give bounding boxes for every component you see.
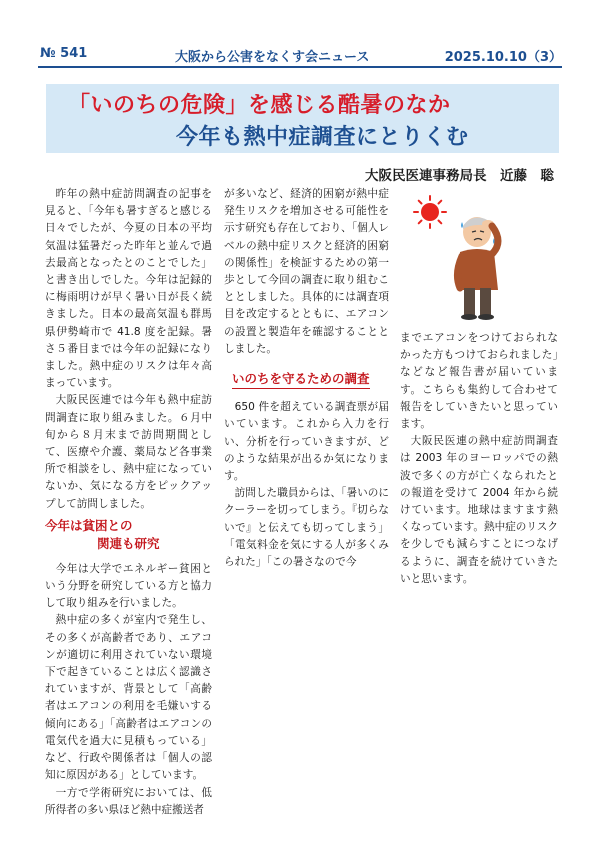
headline-box — [46, 84, 559, 153]
subheading-protect-life: いのちを守るための調査 — [232, 370, 370, 389]
author-byline: 大阪民医連事務局長 近藤 聡 — [365, 168, 554, 184]
issue-date: 2025.10.10（3） — [444, 50, 562, 65]
heatstroke-illustration — [412, 194, 532, 324]
article-column-2 — [224, 186, 389, 571]
heatstroke-elder-icon — [457, 217, 498, 320]
headline-line2: 今年も熱中症調査にとりくむ — [176, 125, 469, 150]
paragraph: 熱中症の多くが室内で発生し、その多くが高齢者であり、エアコンが適切に利用されていない環境下で起きていることは広く認識されていますが、背景として「高齢者はエアコンの利用を毛嫌いする傾向にある」「高齢者はエアコンの電気代を過大に見積もっている」など、行政や関係者は「個人の認知に原因がある」としています。 — [45, 614, 212, 782]
paragraph-continued: までエアコンをつけておられなかった方もつけておられました」などなど報告書が届いています。こちらも集約して合わせて報告をしていきたいと思っています。 — [400, 332, 558, 431]
sun-icon — [414, 196, 446, 228]
subheading-line2: 関連も研究 — [97, 535, 160, 551]
header-divider — [38, 66, 562, 68]
paragraph: 一方で学術研究においては、低所得者の多い県ほど熱中症搬送者 — [45, 786, 212, 816]
paragraph: 大阪民医連では今年も熱中症訪問調査に取り組みました。６月中旬から８月末まで訪問期間として、医療や介護、薬局など各事業所で相談をし、熱中症になっていないか、気になる方をピックアップして訪問しました。 — [45, 394, 212, 510]
subheading-poverty — [45, 517, 212, 553]
paragraph-continued: が多いなど、経済的困窮が熱中症発生リスクを増加させる可能性を示す研究も存在しており、「個人レベルの熱中症リスクと経済的困窮の関係性」を検証するための第一歩として今回の調査に取り組むこととしました。具体的には調査項目を改定するとともに、エアコンの設置と製造年を確認することとしました。 — [224, 188, 389, 355]
issue-number: № 541 — [40, 46, 88, 61]
article-column-3 — [400, 330, 558, 588]
newsletter-name: 大阪から公害をなくす会ニュース — [175, 50, 370, 65]
paragraph: 大阪民医連の熱中症訪問調査は 2003 年のヨーロッパでの熱波で多くの方が亡くなられたとの報道を受けて 2004 年から続けています。地球はますます熱くなっています。熱中症のリスクを少しでも減らすことにつなげるように、調査を続けていきたいと思います。 — [400, 435, 558, 585]
paragraph: 今年は大学でエネルギー貧困という分野を研究している方と協力して取り組みを行いました。 — [45, 562, 212, 610]
paragraph: 訪問した職員からは、「暑いのにクーラーを切ってしまう。『切らないで』と伝えても切ってしまう」「電気料金を気にする人が多くみられた」「この暑さなので今 — [224, 487, 389, 569]
paragraph: 昨年の熱中症訪問調査の記事を見ると、「今年も暑すぎると感じる日々でしたが、今夏の日本の平均気温は猛暑だった昨年と並んで過去最高となったとのことでした」と書き出しでした。今年は記録的に梅雨明けが早く暑い日が長く続きました。日本の最高気温も群馬県伊勢崎市で 41.8 度を記録。暑さ５番目までは今年の記録になりました。熱中症のリスクは年々高まっています。 — [45, 188, 212, 390]
headline-line1: 「いのちの危険」を感じる酷暑のなか — [68, 93, 451, 118]
article-column-1 — [45, 186, 212, 819]
subheading-line1: 今年は貧困との — [45, 517, 133, 533]
paragraph: 650 件を超えている調査票が届いています。これから入力を行い、分析を行っていきますが、どのような結果が出るか気になります。 — [224, 401, 389, 483]
